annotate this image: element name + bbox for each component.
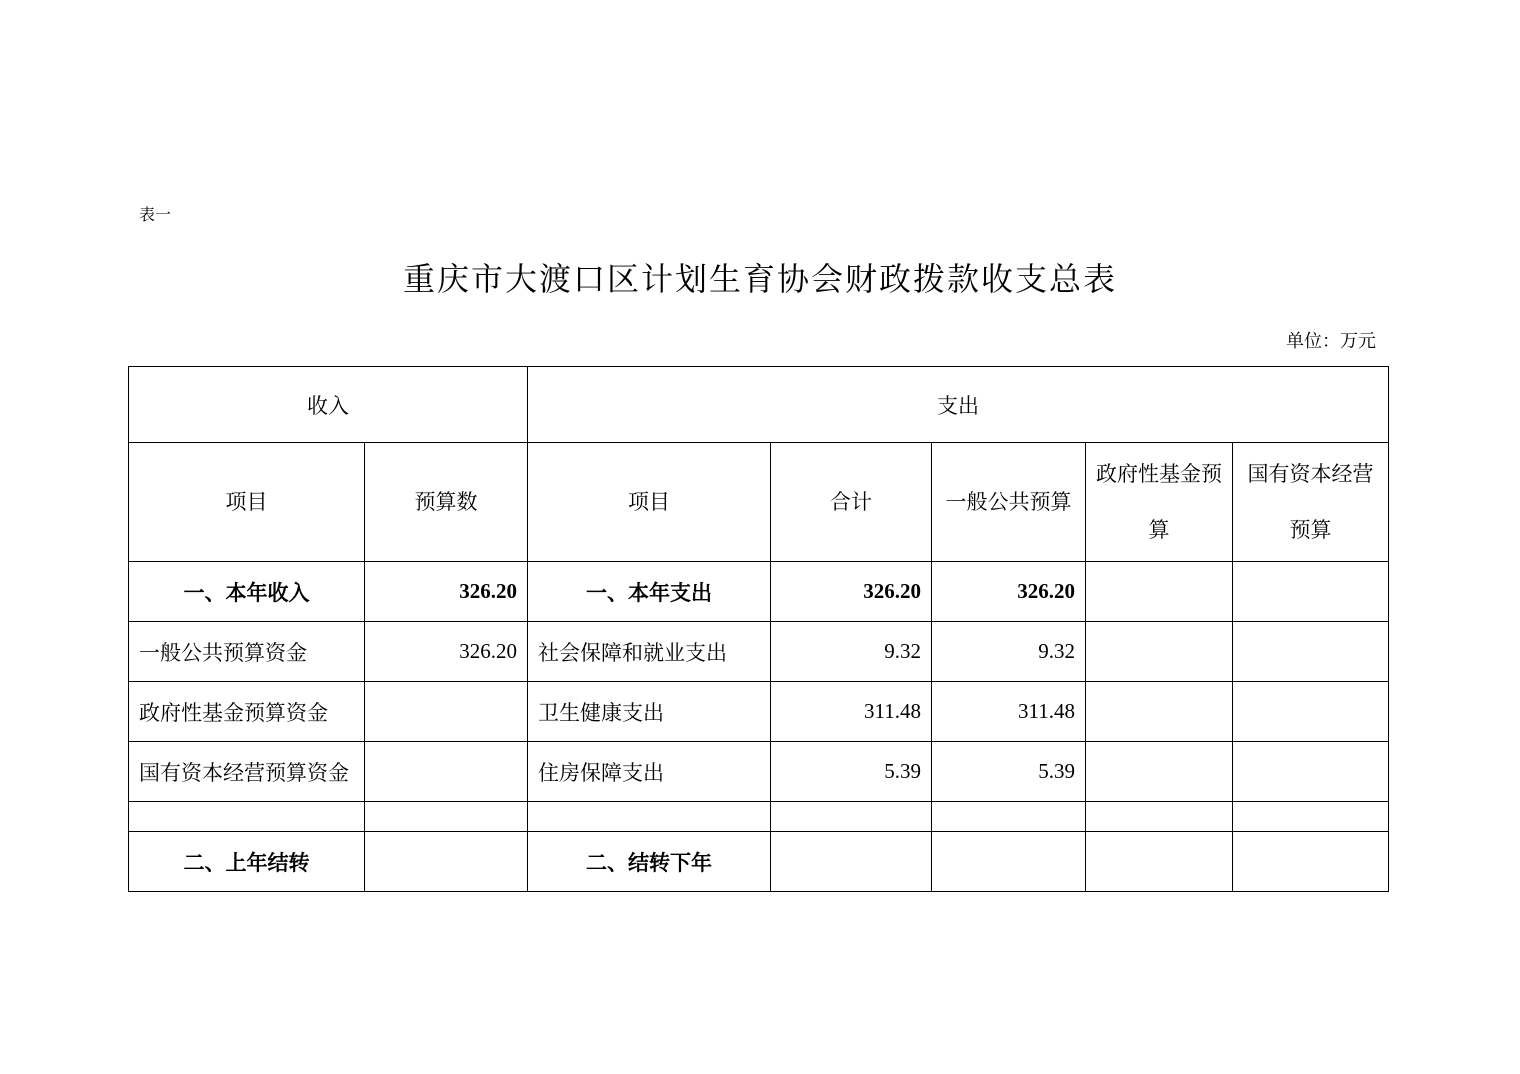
table-row	[129, 622, 1389, 682]
table-row	[129, 742, 1389, 802]
table-row	[129, 562, 1389, 622]
capital-amount	[1233, 682, 1389, 742]
income-item-header: 项目	[129, 443, 365, 562]
expense-item	[528, 802, 771, 832]
fund-amount	[1086, 682, 1233, 742]
income-item: 一般公共预算资金	[129, 622, 365, 682]
general-amount	[932, 802, 1086, 832]
capital-amount	[1233, 622, 1389, 682]
table-label: 表一	[139, 205, 172, 224]
unit-label: 单位：万元	[1286, 331, 1376, 352]
capital-amount	[1233, 562, 1389, 622]
income-budget-header: 预算数	[365, 443, 528, 562]
expense-item: 卫生健康支出	[528, 682, 771, 742]
general-amount: 311.48	[932, 682, 1086, 742]
expense-item: 二、结转下年	[528, 832, 771, 892]
total-amount	[771, 802, 932, 832]
fund-amount	[1086, 802, 1233, 832]
gov-fund-header: 政府性基金预算	[1086, 443, 1233, 562]
income-header: 收入	[129, 367, 528, 443]
finance-table	[128, 366, 1389, 892]
income-item: 一、本年收入	[129, 562, 365, 622]
page-title: 重庆市大渡口区计划生育协会财政拨款收支总表	[402, 260, 1117, 298]
expense-item-header: 项目	[528, 443, 771, 562]
general-amount: 9.32	[932, 622, 1086, 682]
total-amount: 311.48	[771, 682, 932, 742]
capital-amount	[1233, 832, 1389, 892]
general-amount: 5.39	[932, 742, 1086, 802]
income-amount	[365, 832, 528, 892]
income-item	[129, 802, 365, 832]
total-amount	[771, 832, 932, 892]
capital-amount	[1233, 802, 1389, 832]
general-public-header: 一般公共预算	[932, 443, 1086, 562]
income-amount	[365, 682, 528, 742]
income-amount	[365, 742, 528, 802]
table-row-empty	[129, 802, 1389, 832]
general-amount: 326.20	[932, 562, 1086, 622]
header-row-top	[129, 367, 1389, 443]
fund-amount	[1086, 622, 1233, 682]
state-capital-header: 国有资本经营预算	[1233, 443, 1389, 562]
income-item: 政府性基金预算资金	[129, 682, 365, 742]
capital-amount	[1233, 742, 1389, 802]
total-amount: 9.32	[771, 622, 932, 682]
general-amount	[932, 832, 1086, 892]
table-row	[129, 832, 1389, 892]
header-row-columns	[129, 443, 1389, 562]
fund-amount	[1086, 832, 1233, 892]
income-amount	[365, 802, 528, 832]
expense-item: 住房保障支出	[528, 742, 771, 802]
income-amount: 326.20	[365, 562, 528, 622]
fund-amount	[1086, 562, 1233, 622]
total-header: 合计	[771, 443, 932, 562]
total-amount: 5.39	[771, 742, 932, 802]
income-amount: 326.20	[365, 622, 528, 682]
expense-item: 社会保障和就业支出	[528, 622, 771, 682]
income-item: 国有资本经营预算资金	[129, 742, 365, 802]
total-amount: 326.20	[771, 562, 932, 622]
expense-header: 支出	[528, 367, 1389, 443]
expense-item: 一、本年支出	[528, 562, 771, 622]
income-item: 二、上年结转	[129, 832, 365, 892]
fund-amount	[1086, 742, 1233, 802]
table-row	[129, 682, 1389, 742]
